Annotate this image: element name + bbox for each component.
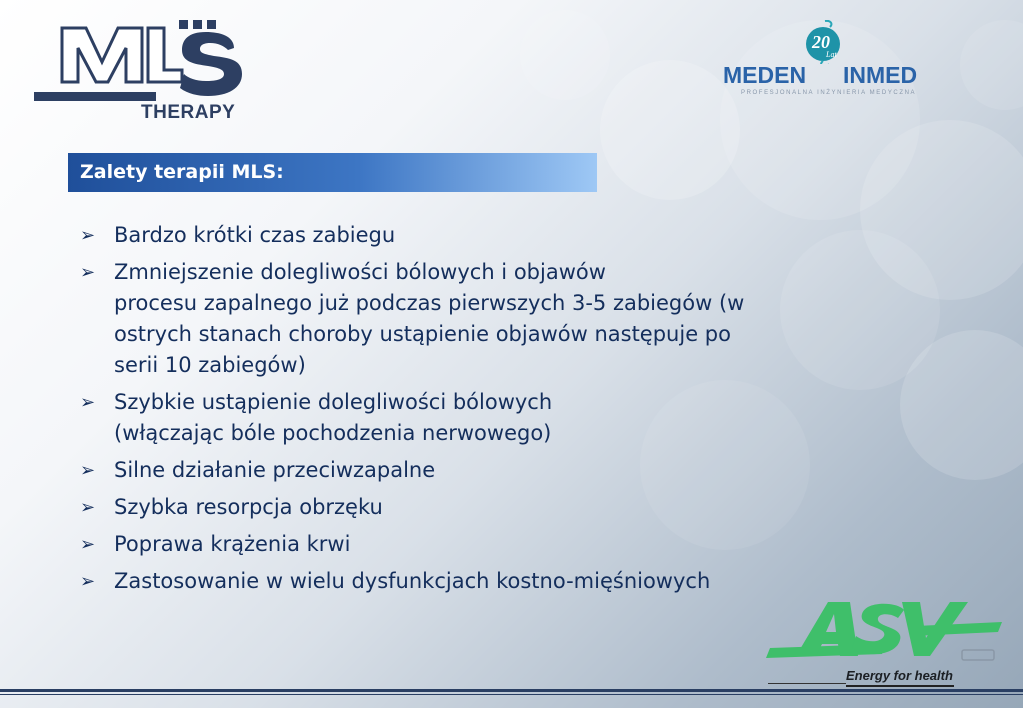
divider — [846, 685, 954, 687]
list-item — [78, 387, 938, 449]
footer-rule — [0, 689, 1023, 692]
badge-number: 20 — [812, 32, 830, 52]
list-item — [78, 257, 938, 381]
list-item — [78, 566, 938, 597]
asv-logo-mark — [766, 596, 1006, 668]
section-title-bar — [68, 153, 597, 192]
list-item-text: Poprawa krążenia krwi — [114, 532, 351, 556]
section-title: Zalety terapii MLS: — [80, 161, 284, 183]
footer-rule — [0, 694, 1023, 695]
list-item — [78, 529, 938, 560]
list-item — [78, 492, 938, 523]
meden-subtitle: PROFESJONALNA INŻYNIERIA MEDYCZNA — [741, 90, 917, 96]
bullet-arrow-icon: ➢ — [80, 392, 96, 413]
bullet-arrow-icon: ➢ — [80, 497, 96, 518]
list-item-text: Zastosowanie w wielu dysfunkcjach kostno-mięśniowych — [114, 569, 711, 593]
bullet-arrow-icon: ➢ — [80, 262, 96, 283]
list-item — [78, 455, 938, 486]
list-item-text: Szybkie ustąpienie dolegliwości bólowych (włączając bóle pochodzenia nerwowego) — [114, 390, 553, 445]
list-item-text: Zmniejszenie dolegliwości bólowych i objawów procesu zapalnego już podczas pierwszych 3-5 zabiegów (w ostrych stanach choroby ustąpienie objawów następuje po serii 10 zabiegów) — [114, 260, 745, 377]
asv-tagline: Energy for health — [846, 668, 953, 683]
list-item — [78, 220, 938, 251]
meden-inmed-logo — [721, 14, 931, 100]
badge-word: Lat — [826, 50, 837, 59]
bullet-arrow-icon: ➢ — [80, 225, 96, 246]
mls-tagline: THERAPY — [141, 102, 236, 123]
meden-word: MEDEN — [723, 62, 807, 88]
divider — [768, 683, 846, 684]
list-item-text: Silne działanie przeciwzapalne — [114, 458, 436, 482]
bullet-arrow-icon: ➢ — [80, 534, 96, 555]
advantages-list — [78, 220, 938, 603]
inmed-word: INMED — [843, 62, 918, 88]
list-item-text: Bardzo krótki czas zabiegu — [114, 223, 396, 247]
bullet-arrow-icon: ➢ — [80, 571, 96, 592]
list-item-text: Szybka resorpcja obrzęku — [114, 495, 383, 519]
bullet-arrow-icon: ➢ — [80, 460, 96, 481]
